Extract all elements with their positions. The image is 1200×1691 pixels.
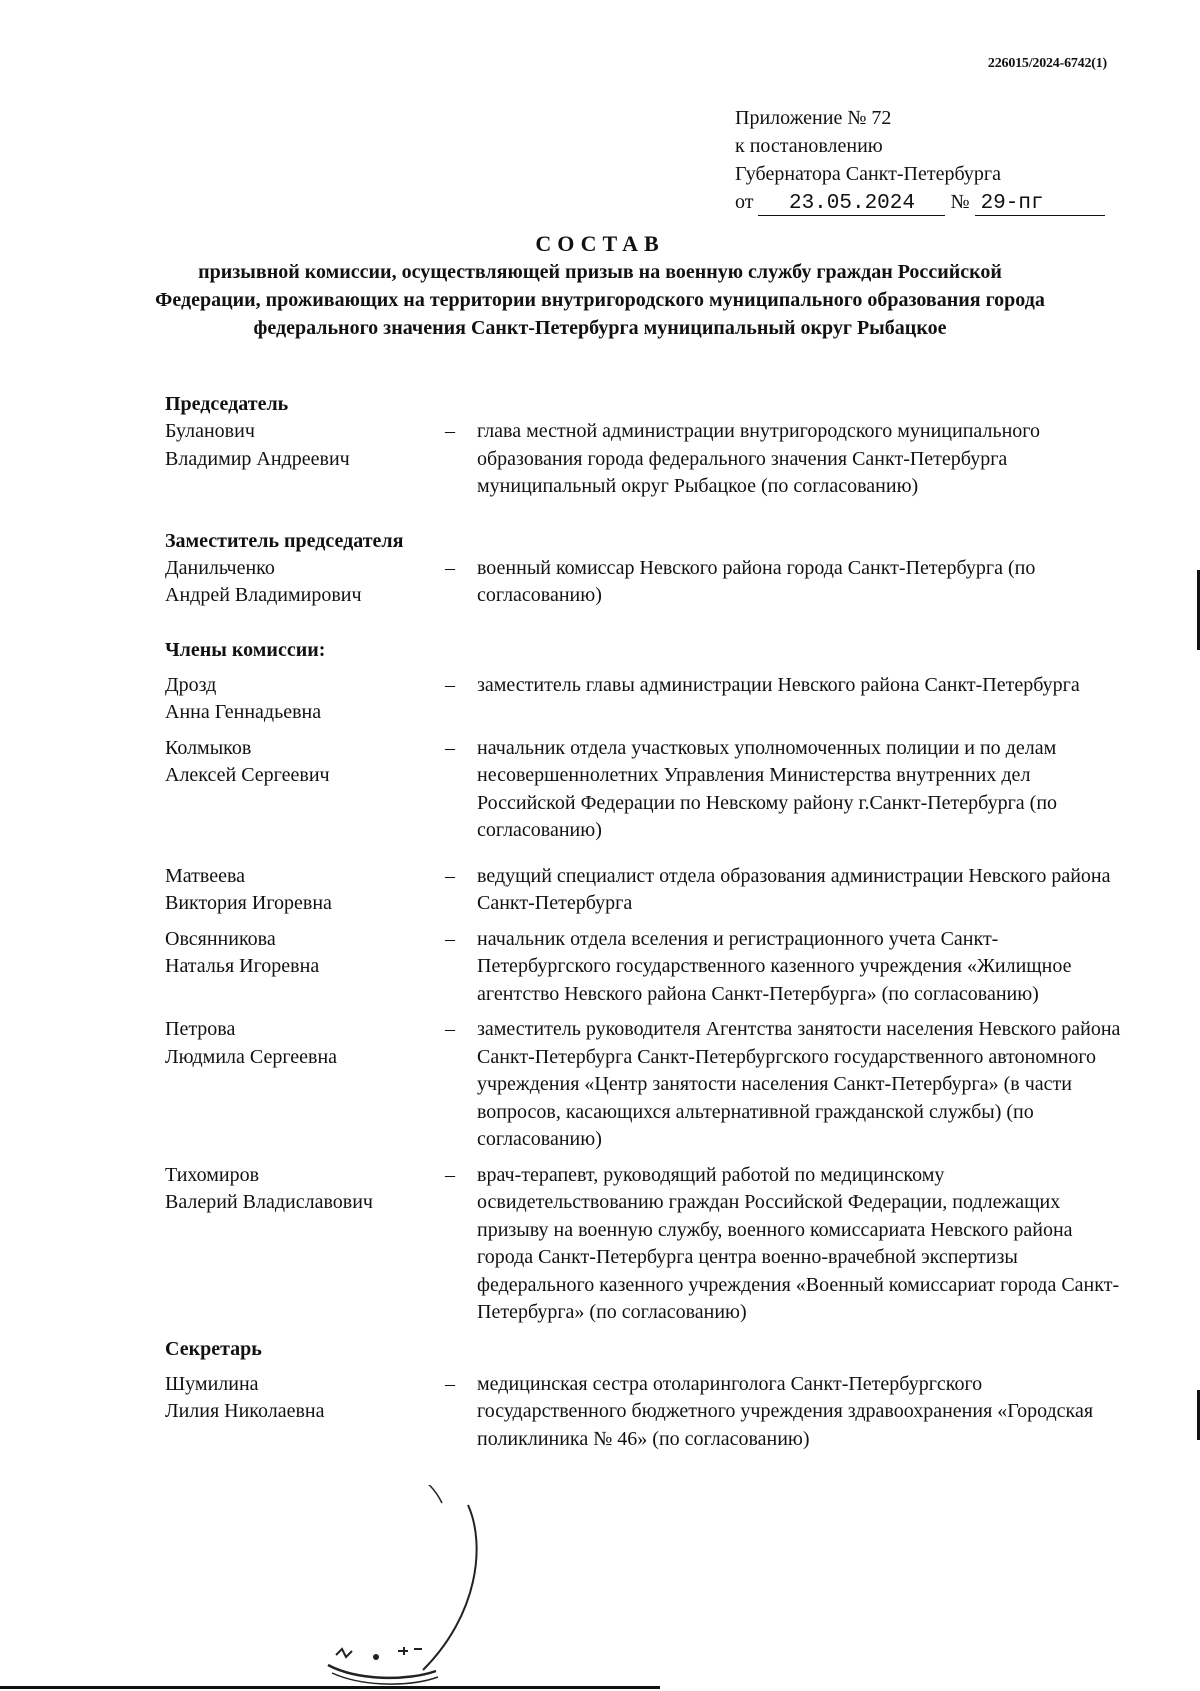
spacer (165, 918, 1125, 926)
number-prefix: № (950, 191, 970, 213)
member-role: медицинская сестра отоларинголога Санкт-Петербургского государственного бюджетного учреждения здравоохранения «Городская поликлиника № 46» (по согласованию) (477, 1372, 1094, 1450)
dash-separator: – (445, 927, 455, 950)
member-role: глава местной администрации внутригородского муниципального образования города федерального значения Санкт-Петербурга муниципальный округ Рыбацкое (по согласованию) (477, 420, 1040, 497)
list-item (165, 555, 1125, 610)
member-name (165, 1371, 445, 1454)
divider (0, 1686, 660, 1689)
member-name (165, 555, 445, 610)
member-surname: Буланович (165, 420, 255, 442)
member-given-names: Виктория Игоревна (165, 892, 332, 914)
member-surname: Тихомиров (165, 1163, 260, 1186)
member-role: заместитель главы администрации Невского района Санкт-Петербурга (477, 673, 1080, 696)
spacer (165, 501, 1125, 527)
dash-separator: – (445, 420, 455, 442)
member-given-names: Алексей Сергеевич (165, 764, 330, 786)
member-role: начальник отдела участковых уполномоченных полиции и по делам несовершеннолетних Управления Министерства внутренних дел Российской Федерации по Невскому району г.Санкт-Петербурга (по согласованию) (477, 736, 1058, 841)
appendix-line-2: к постановлению (735, 135, 883, 157)
member-surname: Петрова (165, 1018, 236, 1040)
dash-separator: – (445, 673, 455, 696)
members-heading: Члены комиссии: (165, 638, 326, 661)
member-surname: Дрозд (165, 673, 217, 696)
chairman-heading: Председатель (165, 393, 289, 415)
spacer (165, 845, 1125, 863)
member-name (165, 1016, 445, 1154)
document-title: СОСТАВ (535, 231, 665, 256)
spacer (165, 664, 1125, 672)
member-role: начальник отдела вселения и регистрационного учета Санкт-Петербургского государственного казенного учреждения «Жилищное агентство Невского района Санкт-Петербурга» (по согласованию) (477, 927, 1072, 1005)
dash-separator: – (445, 556, 455, 579)
commission-roster (165, 390, 1125, 1453)
spacer (165, 1327, 1125, 1335)
appendix-line-3: Губернатора Санкт-Петербурга (735, 163, 1001, 185)
spacer (165, 1008, 1125, 1016)
appendix-block (735, 104, 1105, 216)
member-given-names: Лилия Николаевна (165, 1400, 325, 1422)
spacer (165, 1154, 1125, 1162)
appendix-line-1: Приложение № 72 (735, 107, 892, 129)
list-item (165, 418, 1125, 501)
member-name (165, 672, 445, 727)
document-number: 226015/2024-6742(1) (987, 56, 1107, 71)
member-role: врач-терапевт, руководящий работой по медицинскому освидетельствованию граждан Российской Федерации, подлежащих призыву на военную службу, военного комиссариата Невского района города Санкт-Петербурга центра военно-врачебной экспертизы федерального казенного учреждения «Военный комиссариат города Санкт-Петербурга» (по согласованию) (477, 1163, 1120, 1323)
list-item (165, 926, 1125, 1009)
member-role: военный комиссар Невского района города Санкт-Петербурга (по согласованию) (477, 556, 1036, 606)
member-name (165, 926, 445, 1009)
member-given-names: Андрей Владимирович (165, 584, 362, 606)
member-role: заместитель руководителя Агентства занятости населения Невского района Санкт-Петербурга Санкт-Петербургского государственного автономного учреждения «Центр занятости населения Санкт-Петербурга» (в части вопросов, касающихся альтернативной гражданской службы) (по согласованию) (477, 1018, 1121, 1150)
member-given-names: Наталья Игоревна (165, 955, 320, 977)
dash-separator: – (445, 864, 455, 887)
member-surname: Шумилина (165, 1372, 259, 1395)
member-given-names: Людмила Сергеевна (165, 1045, 338, 1068)
dash-separator: – (445, 1372, 455, 1395)
appendix-date-line (735, 188, 1105, 216)
list-item (165, 1371, 1125, 1454)
member-surname: Колмыков (165, 736, 252, 759)
member-role: ведущий специалист отдела образования администрации Невского района Санкт-Петербурга (477, 864, 1111, 914)
list-item (165, 863, 1125, 918)
decree-number: 29-пг (975, 193, 1105, 216)
secretary-heading: Секретарь (165, 1337, 262, 1360)
spacer (165, 610, 1125, 636)
document-subtitle: призывной комиссии, осуществляющей призыв на военную службу граждан Российской Федерации, проживающих на территории внутригородского муниципального образования города федерального значения Санкт-Петербурга муниципальный округ Рыбацкое (155, 261, 1045, 339)
deputy-heading: Заместитель председателя (165, 529, 404, 552)
member-name (165, 863, 445, 918)
member-name (165, 735, 445, 845)
member-surname: Данильченко (165, 556, 275, 579)
spacer (165, 1363, 1125, 1371)
list-item (165, 1016, 1125, 1154)
member-name (165, 418, 445, 501)
member-given-names: Анна Геннадьевна (165, 701, 322, 723)
dash-separator: – (445, 1163, 455, 1186)
list-item (165, 735, 1125, 845)
member-name (165, 1162, 445, 1327)
stamp-seal-icon (318, 1485, 518, 1691)
dash-separator: – (445, 1018, 455, 1040)
decree-date: 23.05.2024 (758, 193, 945, 216)
member-given-names: Владимир Андреевич (165, 447, 350, 470)
member-surname: Овсянникова (165, 927, 276, 950)
member-given-names: Валерий Владиславович (165, 1191, 373, 1213)
dash-separator: – (445, 736, 455, 759)
spacer (165, 727, 1125, 735)
member-surname: Матвеева (165, 864, 246, 887)
list-item (165, 672, 1125, 727)
list-item (165, 1162, 1125, 1327)
date-prefix: от (735, 191, 754, 213)
